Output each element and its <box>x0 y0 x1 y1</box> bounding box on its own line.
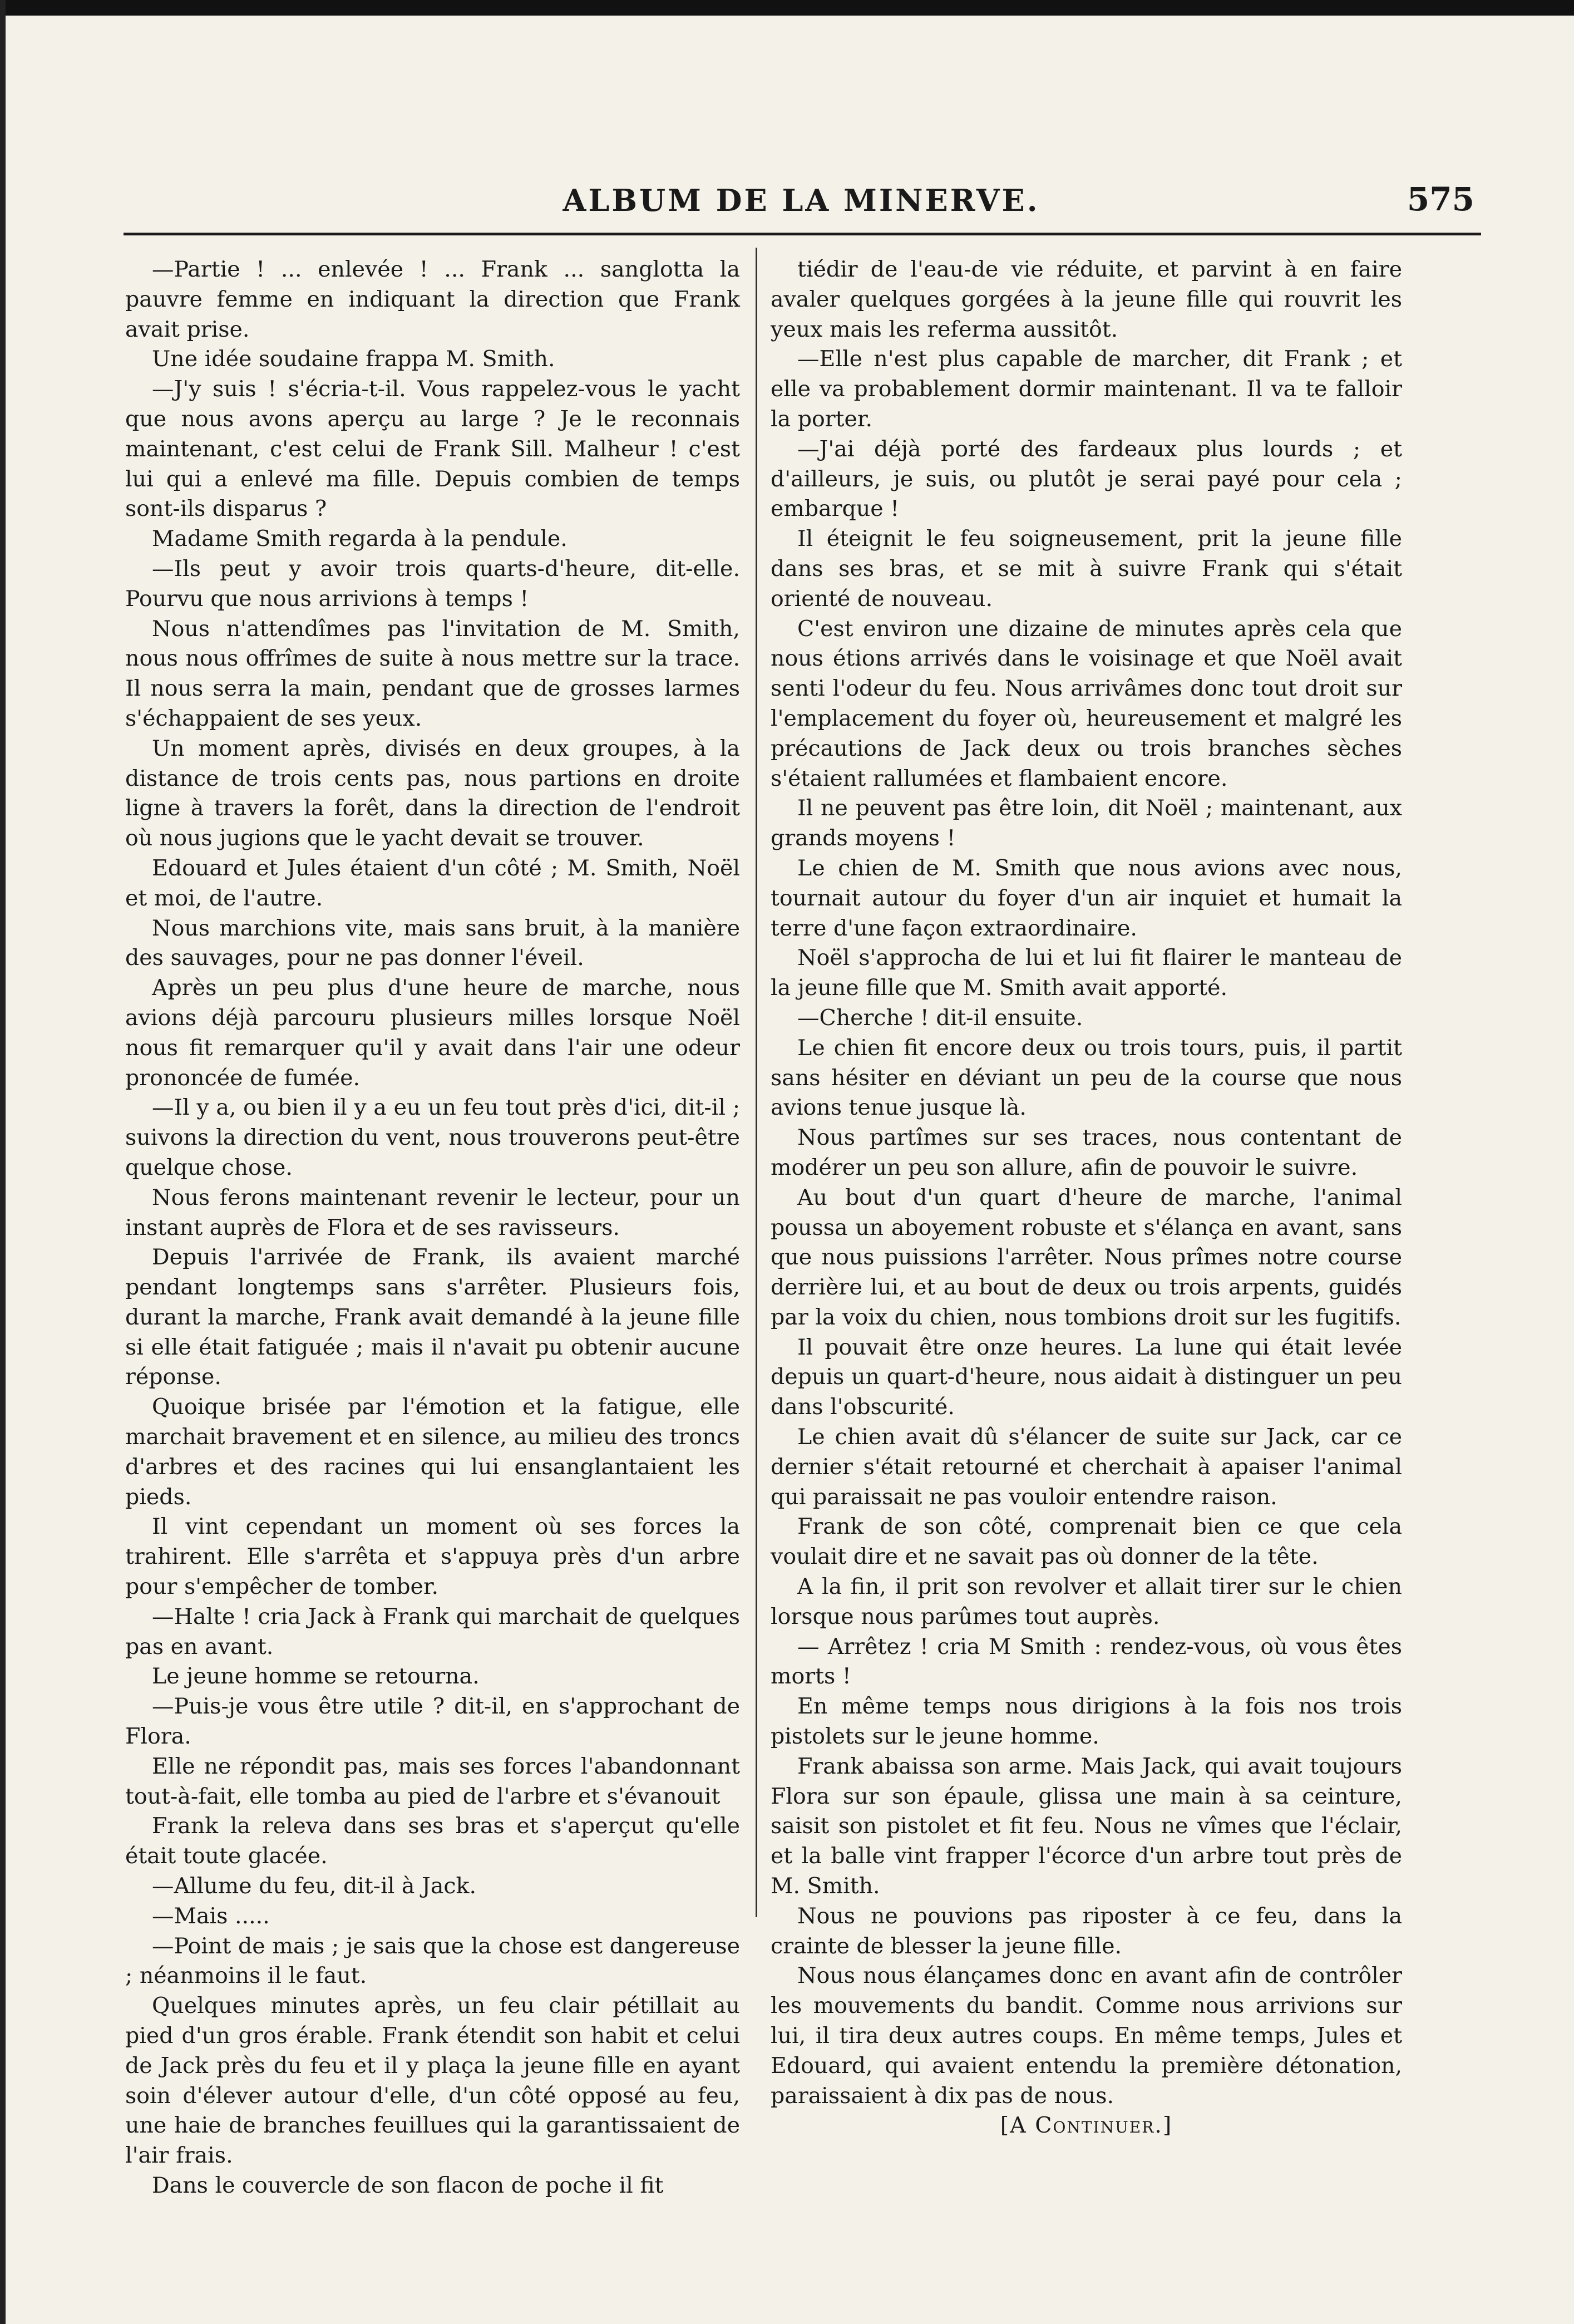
paragraph: Dans le couvercle de son flacon de poche il fit <box>152 2173 664 2198</box>
paragraph: —Ils peut y avoir trois quarts-d'heure, dit-elle. Pourvu que nous arrivions à temps ! <box>125 555 740 612</box>
paragraph: Un moment après, divisés en deux groupes, à la distance de trois cents pas, nous partions en droite ligne à travers la forêt, dans la direction de l'endroit où nous jugions que le yacht devait se trouver. <box>125 735 740 851</box>
paragraph: Après un peu plus d'une heure de marche, nous avions déjà parcouru plusieurs milles lorsque Noël nous fit remarquer qu'il y avait dans l'air une odeur prononcée de fumée. <box>125 975 740 1091</box>
paragraph: Quelques minutes après, un feu clair pétillait au pied d'un gros érable. Frank étendit son habit et celui de Jack près du feu et il y plaça la jeune fille en ayant soin d'élever autour d'elle, d'un côté opposé au feu, une haie de branches feuillues qui la garantissaient de l'air frais. <box>125 1993 740 2169</box>
paragraph: — Arrêtez ! cria M Smith : rendez-vous, où vous êtes morts ! <box>771 1633 1402 1690</box>
paragraph: —Il y a, ou bien il y a eu un feu tout près d'ici, dit-il ; suivons la direction du vent, nous trouverons peut-être quelque chose. <box>125 1095 740 1180</box>
continuation-note: [A Continuer.] <box>1000 2113 1173 2139</box>
paragraph: Nous ferons maintenant revenir le lecteur, pour un instant auprès de Flora et de ses ravisseurs. <box>125 1184 740 1240</box>
paragraph: Une idée soudaine frappa M. Smith. <box>152 346 555 372</box>
paragraph: —Point de mais ; je sais que la chose est dangereuse ; néanmoins il le faut. <box>125 1933 740 1989</box>
page-header <box>128 173 1474 234</box>
top-border <box>0 0 1574 16</box>
paragraph: C'est environ une dizaine de minutes après cela que nous étions arrivés dans le voisinage et que Noël avait senti l'odeur du feu. Nous arrivâmes donc tout droit sur l'emplacement du foyer où, heureusement et malgré les précautions de Jack deux ou trois branches sèches s'étaient rallumées et flambaient encore. <box>771 616 1402 791</box>
header-rule <box>124 233 1481 235</box>
paragraph: Il vint cependant un moment où ses forces la trahirent. Elle s'arrêta et s'appuya près d'un arbre pour s'empêcher de tomber. <box>125 1514 740 1600</box>
paragraph: Nous n'attendîmes pas l'invitation de M. Smith, nous nous offrîmes de suite à nous mettre sur la trace. Il nous serra la main, pendant que de grosses larmes s'échappaient de ses yeux. <box>125 616 740 731</box>
paragraph: Au bout d'un quart d'heure de marche, l'animal poussa un aboyement robuste et s'élança en avant, sans que nous puissions l'arrêter. Nous prîmes notre course derrière lui, et au bout de deux ou trois arpents, guidés par la voix du chien, nous tombions droit sur les fugitifs. <box>771 1184 1402 1330</box>
paragraph: Le chien de M. Smith que nous avions avec nous, tournait autour du foyer d'un air inquiet et humait la terre d'une façon extraordinaire. <box>771 855 1402 941</box>
paragraph: Il ne peuvent pas être loin, dit Noël ; maintenant, aux grands moyens ! <box>771 795 1402 851</box>
paragraph: —Allume du feu, dit-il à Jack. <box>152 1873 477 1899</box>
column-divider <box>756 248 757 1917</box>
page-left-edge <box>0 0 6 2324</box>
paragraph: Quoique brisée par l'émotion et la fatigue, elle marchait bravement et en silence, au milieu des troncs d'arbres et des racines qui lui ensanglantaient les pieds. <box>125 1394 740 1510</box>
paragraph: Frank de son côté, comprenait bien ce que cela voulait dire et ne savait pas où donner de la tête. <box>771 1514 1402 1570</box>
paragraph: Frank abaissa son arme. Mais Jack, qui avait toujours Flora sur son épaule, glissa une main à sa ceinture, saisit son pistolet et fit feu. Nous ne vîmes que l'éclair, et la balle vint frapper l'écorce d'un arbre tout près de M. Smith. <box>771 1753 1402 1899</box>
paragraph: En même temps nous dirigions à la fois nos trois pistolets sur le jeune homme. <box>771 1693 1402 1750</box>
paragraph: —Cherche ! dit-il ensuite. <box>797 1005 1083 1031</box>
paragraph: Depuis l'arrivée de Frank, ils avaient marché pendant longtemps sans s'arrêter. Plusieurs fois, durant la marche, Frank avait demandé à la jeune fille si elle était fatiguée ; mais il n'avait pu obtenir aucune réponse. <box>125 1244 740 1390</box>
paragraph: —J'ai déjà porté des fardeaux plus lourds ; et d'ailleurs, je suis, ou plutôt je serai payé pour cela ; embarque ! <box>771 436 1402 522</box>
paragraph: —Mais ..... <box>152 1903 270 1929</box>
paragraph: Nous ne pouvions pas riposter à ce feu, dans la crainte de blesser la jeune fille. <box>771 1903 1402 1959</box>
paragraph: —Elle n'est plus capable de marcher, dit Frank ; et elle va probablement dormir maintenant. Il va te falloir la porter. <box>771 346 1402 432</box>
right-column <box>771 255 1402 2141</box>
paragraph: Frank la releva dans ses bras et s'aperçut qu'elle était toute glacée. <box>125 1813 740 1869</box>
paragraph: Le chien fit encore deux ou trois tours, puis, il partit sans hésiter en déviant un peu de la course que nous avions tenue jusque là. <box>771 1035 1402 1121</box>
page-number: 575 <box>1407 180 1474 218</box>
paragraph: Noël s'approcha de lui et lui fit flairer le manteau de la jeune fille que M. Smith avait apporté. <box>771 945 1402 1001</box>
paragraph: Edouard et Jules étaient d'un côté ; M. Smith, Noël et moi, de l'autre. <box>125 855 740 911</box>
paragraph: Nous marchions vite, mais sans bruit, à la manière des sauvages, pour ne pas donner l'éveil. <box>125 915 740 971</box>
paragraph: Il éteignit le feu soigneusement, prit la jeune fille dans ses bras, et se mit à suivre Frank qui s'était orienté de nouveau. <box>771 526 1402 612</box>
paragraph: Nous partîmes sur ses traces, nous contentant de modérer un peu son allure, afin de pouvoir le suivre. <box>771 1125 1402 1180</box>
paragraph: Le chien avait dû s'élancer de suite sur Jack, car ce dernier s'était retourné et cherchait à apaiser l'animal qui paraissait ne pas vouloir entendre raison. <box>771 1424 1402 1510</box>
paragraph: Le jeune homme se retourna. <box>152 1663 480 1690</box>
paragraph: Nous nous élançames donc en avant afin de contrôler les mouvements du bandit. Comme nous arrivions sur lui, il tira deux autres coups. En même temps, Jules et Edouard, qui avaient entendu la première détonation, paraissaient à dix pas de nous. <box>771 1963 1402 2109</box>
paragraph: —Partie ! ... enlevée ! ... Frank ... sanglotta la pauvre femme en indiquant la direction que Frank avait prise. <box>125 257 740 342</box>
left-column <box>125 255 740 2201</box>
paragraph: Il pouvait être onze heures. La lune qui était levée depuis un quart-d'heure, nous aidait à distinguer un peu dans l'obscurité. <box>771 1334 1402 1420</box>
paragraph: Elle ne répondit pas, mais ses forces l'abandonnant tout-à-fait, elle tomba au pied de l'arbre et s'évanouit <box>125 1753 740 1809</box>
paragraph: —Halte ! cria Jack à Frank qui marchait de quelques pas en avant. <box>125 1603 740 1660</box>
paragraph: tiédir de l'eau-de vie réduite, et parvint à en faire avaler quelques gorgées à la jeune fille qui rouvrit les yeux mais les referma aussitôt. <box>771 257 1402 342</box>
paragraph: Madame Smith regarda à la pendule. <box>152 526 568 552</box>
paragraph: A la fin, il prit son revolver et allait tirer sur le chien lorsque nous parûmes tout auprès. <box>771 1574 1402 1629</box>
paragraph: —Puis-je vous être utile ? dit-il, en s'approchant de Flora. <box>125 1693 740 1750</box>
running-title: ALBUM DE LA MINERVE. <box>563 183 1040 218</box>
paragraph: —J'y suis ! s'écria-t-il. Vous rappelez-vous le yacht que nous avons aperçu au large ? Je le reconnais maintenant, c'est celui de Frank Sill. Malheur ! c'est lui qui a enlevé ma fille. Depuis combien de temps sont-ils disparus ? <box>125 376 740 522</box>
